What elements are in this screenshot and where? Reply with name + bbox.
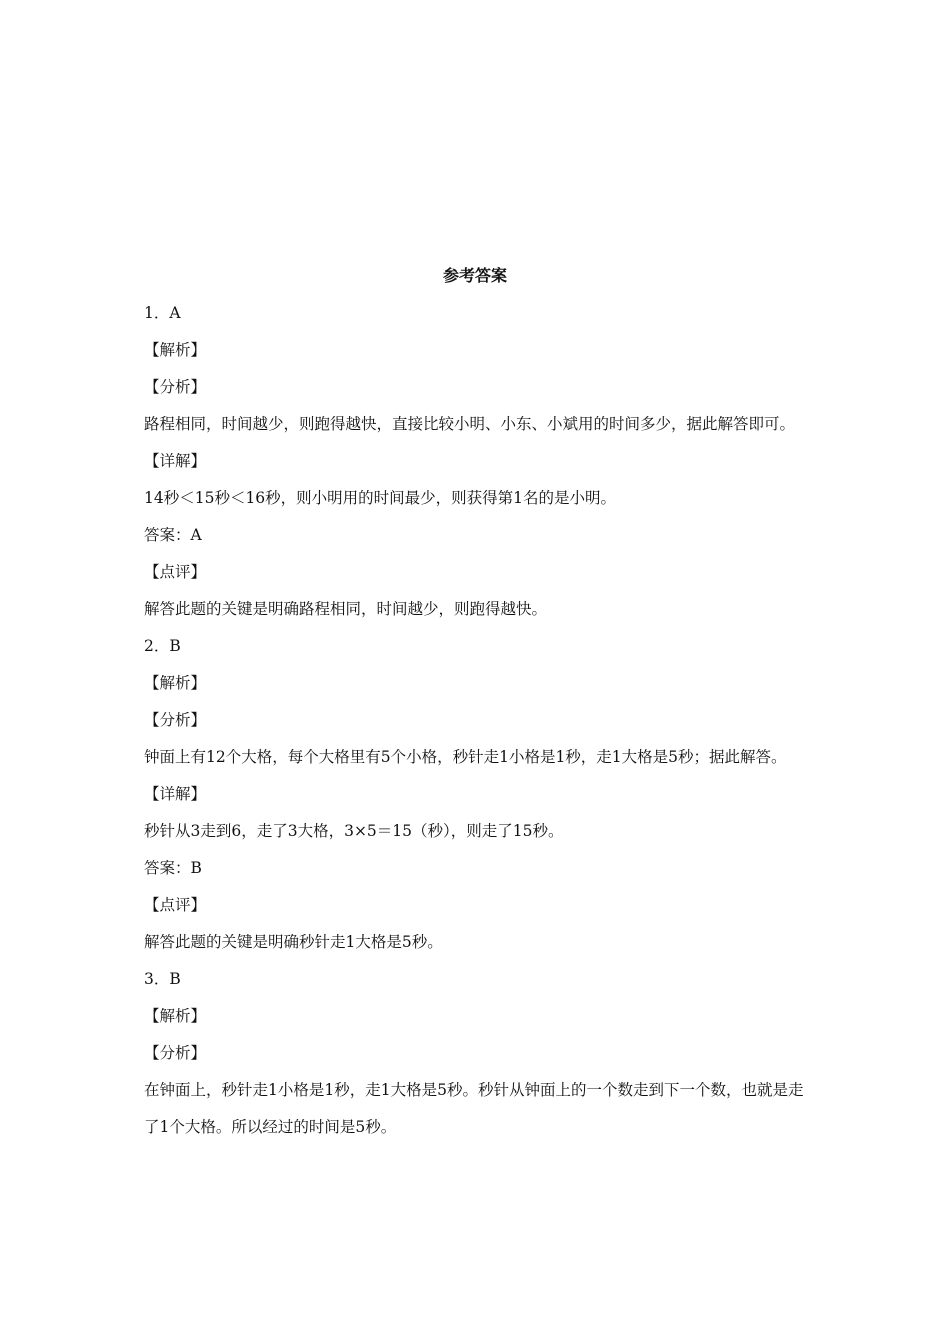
q2-detail: 秒针从3走到6，走了3大格，3×5＝15（秒），则走了15秒。: [144, 822, 564, 840]
q1-jiexi-label: 【解析】: [144, 341, 207, 359]
q1-xiangjie-label: 【详解】: [144, 452, 207, 470]
answer-content: [144, 300, 810, 1151]
q3-jiexi-label: 【解析】: [144, 1007, 207, 1025]
q2-answer: 答案：B: [144, 859, 202, 877]
page-title: 参考答案: [442, 266, 507, 285]
q1-detail: 14秒＜15秒＜16秒，则小明用的时间最少，则获得第1名的是小明。: [144, 489, 617, 507]
q1-fenxi-label: 【分析】: [144, 378, 207, 396]
q2-xiangjie-label: 【详解】: [144, 785, 207, 803]
q2-dianping-label: 【点评】: [144, 896, 207, 914]
q1-analysis: 路程相同，时间越少，则跑得越快，直接比较小明、小东、小斌用的时间多少，据此解答即可。: [144, 414, 796, 433]
q1-answer: 答案：A: [144, 526, 202, 544]
q1-dianping-label: 【点评】: [144, 563, 207, 581]
q1-comment: 解答此题的关键是明确路程相同，时间越少，则跑得越快。: [144, 600, 548, 618]
q2-number: 2．B: [144, 637, 181, 655]
q2-fenxi-label: 【分析】: [144, 711, 207, 729]
q3-fenxi-label: 【分析】: [144, 1044, 207, 1062]
q1-number: 1．A: [144, 304, 181, 322]
q3-analysis: 在钟面上，秒针走1小格是1秒，走1大格是5秒。秒针从钟面上的一个数走到下一个数，也就是走了1个大格。所以经过的时间是5秒。: [144, 1080, 804, 1136]
q3-number: 3．B: [144, 970, 181, 988]
q2-comment: 解答此题的关键是明确秒针走1大格是5秒。: [144, 933, 443, 951]
q2-analysis: 钟面上有12个大格，每个大格里有5个小格，秒针走1小格是1秒，走1大格是5秒；据此解答。: [144, 747, 787, 766]
q2-jiexi-label: 【解析】: [144, 674, 207, 692]
